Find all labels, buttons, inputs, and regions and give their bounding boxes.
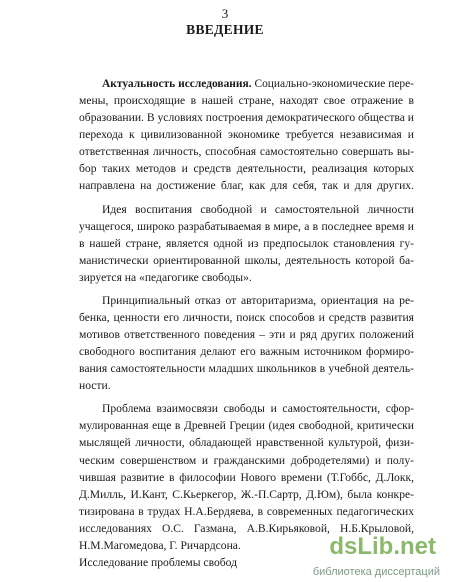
paragraph-line: мыслящей личности, обладающей нравственной культурой, физи- (79, 436, 414, 450)
paragraph-line: зируется на «педагогике свободы». (79, 270, 252, 284)
paragraph-line: манистически ориентированной школы, деятельность которой ба- (79, 253, 414, 267)
paragraph-line: чившая развитие в философии Нового времени (Т.Гоббс, Д.Локк, (79, 470, 414, 484)
paragraph-line: тизирована в трудах Н.А.Бердяева, в современных педагогических (79, 504, 414, 518)
lead-text: Социально-экономические пере- (251, 78, 414, 90)
paragraph-line: бор таких методов и средств деятельности, реализация которых (79, 162, 414, 176)
paragraph-line: исследованиях О.С. Газмана, А.В.Кирьяковой, Н.Б.Крыловой, (79, 521, 414, 535)
paragraph-line: бенка, ценности его личности, поиск способов и средств развития (79, 310, 414, 324)
page-title: ВВЕДЕНИЕ (186, 22, 264, 37)
paragraph-line: ности. (79, 379, 111, 393)
paragraph-line: Проблема взаимосвязи свободы и самостоятельности, сфор- (102, 402, 414, 416)
paragraph-line: учащегося, широко разрабатываемая в мире, а в последнее время и (79, 219, 414, 233)
lead-heading: Актуальность исследования. (102, 78, 252, 90)
paragraph-line: Исследование проблемы свобод (79, 555, 238, 569)
paragraph-line: ответственная личность, способная самостоятельно совершать вы- (79, 145, 414, 159)
paragraph-line: мотивов ответственного поведения – эти и ряд других положений (79, 328, 414, 341)
watermark-caption: библиотека диссертаций (312, 566, 440, 578)
watermark (312, 534, 442, 578)
paragraph-line: перехода к цивилизованной экономике требуется независимая и (79, 128, 414, 142)
watermark-logo: dsLib.net (329, 533, 436, 560)
paragraph-line: Принципиальный отказ от авторитаризма, ориентация на ре- (102, 293, 414, 307)
paragraph-line: в нашей стране, является одной из предпосылок становления гу- (79, 236, 414, 250)
paragraph-line: Идея воспитания свободной и самостоятельной личности (102, 202, 414, 216)
paragraph-line: Н.М.Магомедова, Г. Ричардсона. (79, 538, 241, 552)
paragraph-line: ческим совершенством и гражданскими добродетелями) и полу- (79, 453, 414, 467)
paragraph-line: образовании. В условиях построения демократического общества и (79, 111, 414, 125)
paragraph-line: свободного воспитания делают его важным источником формиро- (79, 345, 414, 359)
paragraph-line (102, 76, 414, 92)
paragraph-line: мулированная еще в Древней Греции (идея свободной, критически (79, 419, 414, 433)
paragraph-line: направлена на достижение благ, как для себя, так и для других. (79, 179, 414, 193)
page-number: 3 (221, 6, 229, 21)
paragraph-line: вания самостоятельности младших школьников в учебной деятель- (79, 362, 414, 376)
paragraph-line: Д.Милль, И.Кант, С.Кьеркегор, Ж.-П.Сартр, Д.Юм), была конкре- (79, 487, 414, 501)
paragraph-line: мены, происходящие в нашей стране, находят свое отражение в (79, 94, 414, 108)
